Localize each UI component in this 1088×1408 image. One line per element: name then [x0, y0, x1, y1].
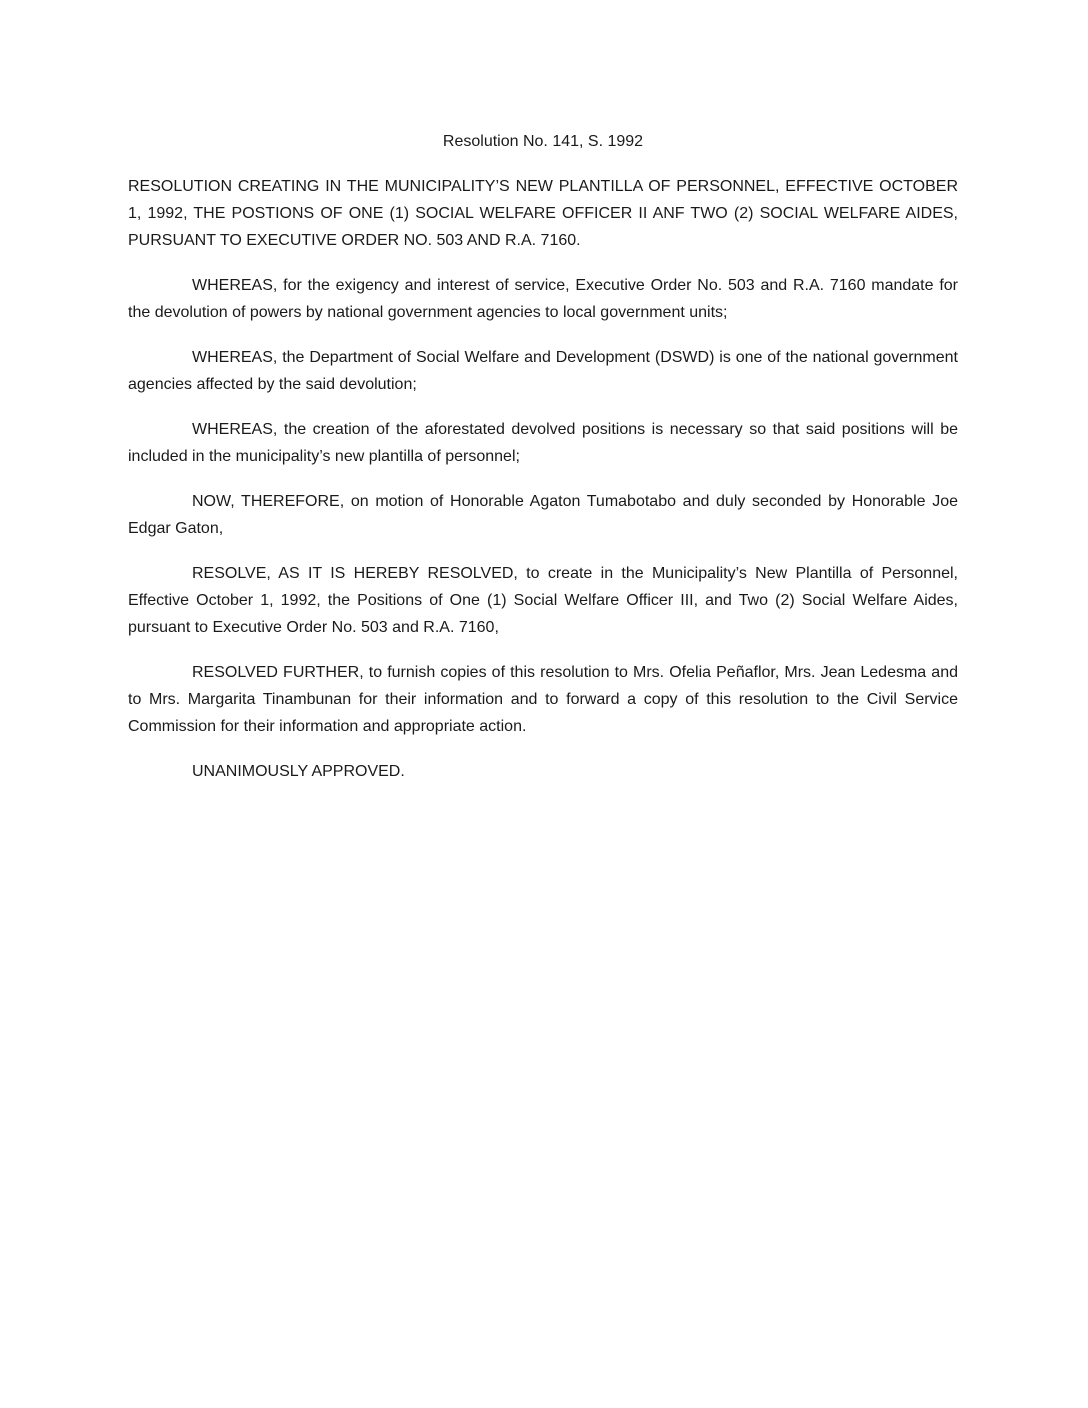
- resolve-paragraph: RESOLVE, AS IT IS HEREBY RESOLVED, to create in the Municipality’s New Plantilla of Personnel, Effective October 1, 1992, the Positions of One (1) Social Welfare Officer III, and Two (2) Social Welfare Aides, pursuant to Executive Order No. 503 and R.A. 7160,: [128, 565, 958, 636]
- resolution-heading: RESOLUTION CREATING IN THE MUNICIPALITY’S NEW PLANTILLA OF PERSONNEL, EFFECTIVE OCTOBER 1, 1992, THE POSTIONS OF ONE (1) SOCIAL WELFARE OFFICER II ANF TWO (2) SOCIAL WELFARE AIDES, PURSUANT TO EXECUTIVE ORDER NO. 503 AND R.A. 7160.: [128, 178, 958, 249]
- whereas-paragraph-1: WHEREAS, for the exigency and interest of service, Executive Order No. 503 and R.A. 7160 mandate for the devolution of powers by national government agencies to local government units;: [128, 277, 958, 321]
- whereas-paragraph-3: WHEREAS, the creation of the aforestated devolved positions is necessary so that said positions will be included in the municipality’s new plantilla of personnel;: [128, 421, 958, 465]
- whereas-paragraph-2: WHEREAS, the Department of Social Welfare and Development (DSWD) is one of the national government agencies affected by the said devolution;: [128, 349, 958, 393]
- motion-paragraph: NOW, THEREFORE, on motion of Honorable Agaton Tumabotabo and duly seconded by Honorable Joe Edgar Gaton,: [128, 493, 958, 537]
- resolution-title: Resolution No. 141, S. 1992: [442, 133, 644, 150]
- document-body: [128, 128, 958, 785]
- approval-statement: UNANIMOUSLY APPROVED.: [192, 763, 405, 780]
- resolved-further-paragraph: RESOLVED FURTHER, to furnish copies of this resolution to Mrs. Ofelia Peñaflor, Mrs. Jean Ledesma and to Mrs. Margarita Tinambunan for their information and to forward a copy of this resolution to the Civil Service Commission for their information and appropriate action.: [128, 664, 958, 735]
